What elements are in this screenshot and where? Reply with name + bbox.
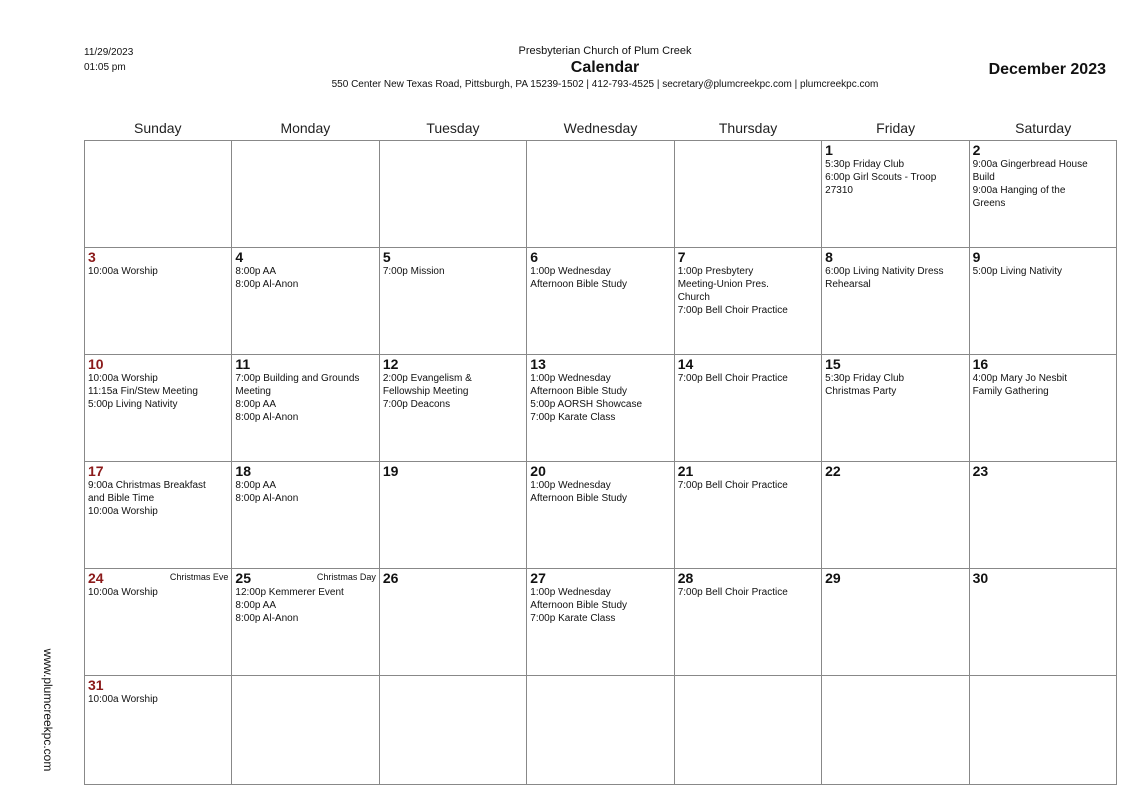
calendar-grid [84,116,1117,785]
day-events: 4:00p Mary Jo Nesbit Family Gathering [972,373,1068,397]
holiday-label: Christmas Day [316,572,376,582]
print-time: 01:05 pm [84,62,126,73]
day-cell[interactable] [232,248,379,355]
weekday-header [84,116,1117,140]
day-events: 5:30p Friday Club 6:00p Girl Scouts - Troop 27310 [825,159,937,196]
day-number: 5 [382,249,391,265]
day-number: 8 [825,249,833,265]
day-events: 6:00p Living Nativity Dress Rehearsal [825,266,944,290]
day-cell[interactable] [970,676,1117,785]
day-number: 9 [972,249,981,265]
day-cell[interactable] [380,141,527,248]
week-row [85,569,1117,676]
day-cell[interactable] [527,141,674,248]
day-cell[interactable] [527,248,674,355]
day-events: 2:00p Evangelism & Fellowship Meeting 7:00p Deacons [382,373,472,410]
day-events: 7:00p Bell Choir Practice [677,373,788,384]
day-cell[interactable] [527,569,674,676]
day-number: 22 [825,463,841,479]
day-events: 8:00p AA 8:00p Al-Anon [235,480,299,504]
month-title: December 2023 [988,61,1106,78]
day-events: 9:00a Christmas Breakfast and Bible Time 10:00a Worship [88,480,206,517]
day-cell[interactable] [232,141,379,248]
page-title: Calendar [570,59,640,76]
day-cell[interactable] [232,462,379,569]
day-number: 21 [677,463,694,479]
day-number: 24 [88,570,104,586]
weekday-label: Friday [876,120,916,136]
day-number: 26 [382,570,399,586]
day-events: 5:30p Friday Club Christmas Party [825,373,905,397]
day-events: 10:00a Worship [88,266,158,277]
day-events: 10:00a Worship [88,694,158,705]
day-cell[interactable] [970,569,1117,676]
day-cell[interactable] [380,462,527,569]
day-cell[interactable] [527,676,674,785]
day-number: 11 [235,356,251,372]
day-cell[interactable] [675,355,822,462]
day-cell[interactable] [527,462,674,569]
weekday-label: Sunday [134,120,182,136]
day-number: 12 [382,356,399,372]
weekday-label: Tuesday [426,120,480,136]
day-number: 14 [677,356,694,372]
organization-name: Presbyterian Church of Plum Creek [518,45,692,57]
day-number: 29 [825,570,841,586]
day-number: 10 [88,356,104,372]
day-cell[interactable] [380,676,527,785]
day-cell[interactable] [822,676,969,785]
week-row [85,248,1117,355]
day-cell[interactable] [675,676,822,785]
day-number: 30 [972,570,989,586]
calendar-header [200,44,1010,91]
week-row [85,676,1117,785]
day-cell[interactable] [675,248,822,355]
day-cell[interactable] [970,248,1117,355]
week-row [85,355,1117,462]
weekday-label: Thursday [718,120,778,136]
day-number: 28 [677,570,694,586]
day-events: 7:00p Bell Choir Practice [677,480,788,491]
day-events: 10:00a Worship [88,587,158,598]
print-date: 11/29/2023 [84,47,134,58]
day-number: 1 [825,142,833,158]
day-cell[interactable] [970,462,1117,569]
day-events: 8:00p AA 8:00p Al-Anon [235,266,299,290]
day-cell[interactable] [822,569,969,676]
day-number: 17 [88,463,104,479]
day-cell[interactable] [822,462,969,569]
day-cell[interactable] [822,141,969,248]
day-cell[interactable] [85,569,232,676]
day-cell[interactable] [675,462,822,569]
day-events: 7:00p Mission [382,266,445,277]
day-number: 15 [825,356,841,372]
day-number: 3 [88,249,96,265]
day-number: 31 [88,677,104,693]
day-events: 9:00a Gingerbread House Build 9:00a Hanging of the Greens [972,159,1088,209]
day-cell[interactable] [970,141,1117,248]
day-cell[interactable] [85,248,232,355]
day-number: 13 [530,356,546,372]
day-events: 12:00p Kemmerer Event 8:00p AA 8:00p Al-Anon [235,587,344,624]
day-number: 16 [972,356,989,372]
day-events: 1:00p Wednesday Afternoon Bible Study [530,480,628,504]
day-cell[interactable] [85,141,232,248]
day-cell[interactable] [970,355,1117,462]
day-number: 6 [530,249,539,265]
day-events: 1:00p Presbytery Meeting-Union Pres. Church 7:00p Bell Choir Practice [677,266,788,316]
day-number: 7 [677,249,686,265]
day-number: 20 [530,463,546,479]
week-row [85,462,1117,569]
day-number: 19 [382,463,399,479]
day-number: 18 [235,463,251,479]
day-events: 1:00p Wednesday Afternoon Bible Study 7:00p Karate Class [530,587,628,624]
day-number: 23 [972,463,989,479]
day-cell[interactable] [85,676,232,785]
day-cell[interactable] [380,569,527,676]
day-cell[interactable] [232,676,379,785]
day-events: 1:00p Wednesday Afternoon Bible Study 5:00p AORSH Showcase 7:00p Karate Class [530,373,643,423]
day-cell[interactable] [822,355,969,462]
day-cell[interactable] [380,248,527,355]
day-cell[interactable] [85,462,232,569]
print-timestamp [84,45,133,75]
day-cell[interactable] [527,355,674,462]
weekday-label: Wednesday [563,120,638,136]
week-rows [84,140,1117,785]
week-row [85,141,1117,248]
day-events: 5:00p Living Nativity [972,266,1063,277]
day-number: 2 [972,142,981,158]
day-number: 4 [235,249,244,265]
day-events: 7:00p Building and Grounds Meeting 8:00p AA 8:00p Al-Anon [235,373,360,423]
day-cell[interactable] [232,355,379,462]
day-cell[interactable] [380,355,527,462]
day-events: 1:00p Wednesday Afternoon Bible Study [530,266,628,290]
day-events: 10:00a Worship 11:15a Fin/Stew Meeting 5:00p Living Nativity [88,373,198,410]
day-cell[interactable] [822,248,969,355]
contact-line: 550 Center New Texas Road, Pittsburgh, PA 15239-1502 | 412-793-4525 | secretary@plumcreekpc.com | plumcreekpc.com [331,79,879,90]
weekday-label: Saturday [1015,120,1072,136]
day-cell[interactable] [675,141,822,248]
holiday-label: Christmas Eve [169,572,229,582]
day-cell[interactable] [232,569,379,676]
day-number: 25 [235,570,251,586]
website-url: www.plumcreekpc.com [41,648,55,772]
day-events: 7:00p Bell Choir Practice [677,587,788,598]
day-number: 27 [530,570,546,586]
day-cell[interactable] [85,355,232,462]
day-cell[interactable] [675,569,822,676]
weekday-label: Monday [280,120,331,136]
